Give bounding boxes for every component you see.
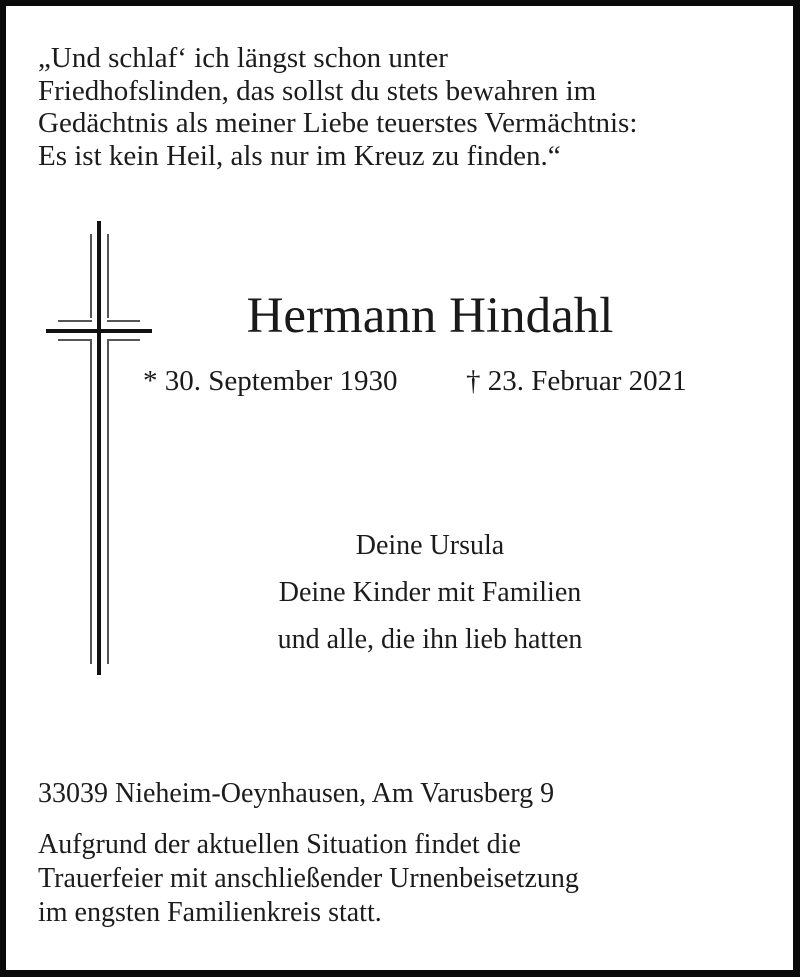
funeral-notice: [38, 828, 778, 930]
mourner-line: und alle, die ihn lieb hatten: [277, 624, 583, 655]
notice-line: Trauerfeier mit anschließender Urnenbeisetzung: [38, 863, 579, 894]
death-date: † 23. Februar 2021: [466, 365, 687, 397]
notice-line: im engsten Familienkreis statt.: [38, 897, 382, 928]
mourner-line: Deine Kinder mit Familien: [278, 577, 582, 608]
quote-line: „Und schlaf‘ ich längst schon unter: [38, 42, 448, 74]
birth-date: * 30. September 1930: [143, 365, 398, 397]
quote-line: Friedhofslinden, das sollst du stets bewahren im: [38, 74, 597, 107]
quote-line: Gedächtnis als meiner Liebe teuerstes Vermächtnis:: [38, 107, 638, 139]
memorial-quote: [38, 42, 778, 172]
deceased-name: Hermann Hindahl: [246, 288, 614, 344]
notice-line: Aufgrund der aktuellen Situation findet die: [38, 829, 521, 860]
mourners-list: [160, 522, 700, 663]
quote-line: Es ist kein Heil, als nur im Kreuz zu finden.“: [38, 139, 561, 172]
family-address: 33039 Nieheim-Oeynhausen, Am Varusberg 9: [38, 778, 555, 809]
mourner-line: Deine Ursula: [355, 530, 505, 561]
